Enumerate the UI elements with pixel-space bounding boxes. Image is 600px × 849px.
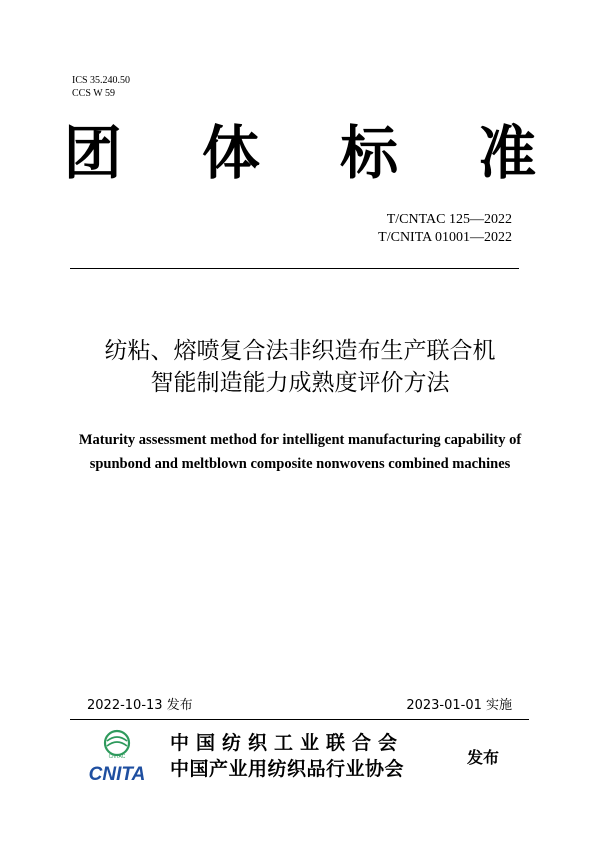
chinese-title	[0, 335, 600, 399]
english-title	[0, 428, 600, 476]
english-title-line-2: spunbond and meltblown composite nonwovens combined machines	[89, 456, 511, 472]
top-divider	[70, 268, 519, 269]
effective-date: 2023-01-01 实施	[406, 698, 512, 713]
standard-code-cntac: T/CNTAC 125—2022	[386, 212, 512, 227]
publisher-organizations	[170, 730, 404, 782]
ics-code: ICS 35.240.50	[72, 75, 131, 86]
document-type-title: 团 体 标 准	[63, 119, 567, 187]
publisher-cntac: 中国纺织工业联合会	[170, 732, 405, 754]
classification-codes	[72, 74, 130, 100]
publisher-cnita: 中国产业用纺织品行业协会	[170, 758, 405, 780]
english-title-line-1: Maturity assessment method for intelligent manufacturing capability of	[78, 432, 522, 448]
logo-small-text: CNTAC	[108, 754, 126, 760]
cnita-logo	[80, 727, 155, 785]
chinese-title-line-1: 纺粘、熔喷复合法非织造布生产联合机	[104, 338, 496, 364]
cnita-logo-icon	[80, 727, 155, 785]
chinese-title-line-2: 智能制造能力成熟度评价方法	[150, 370, 450, 396]
standard-codes	[378, 211, 512, 247]
logo-brand-text: CNITA	[88, 764, 146, 785]
publish-label: 发布	[467, 748, 500, 767]
issue-date: 2022-10-13 发布	[87, 698, 193, 713]
ccs-code: CCS W 59	[72, 88, 115, 99]
bottom-divider	[70, 719, 529, 720]
standard-code-cnita: T/CNITA 01001—2022	[378, 230, 512, 245]
